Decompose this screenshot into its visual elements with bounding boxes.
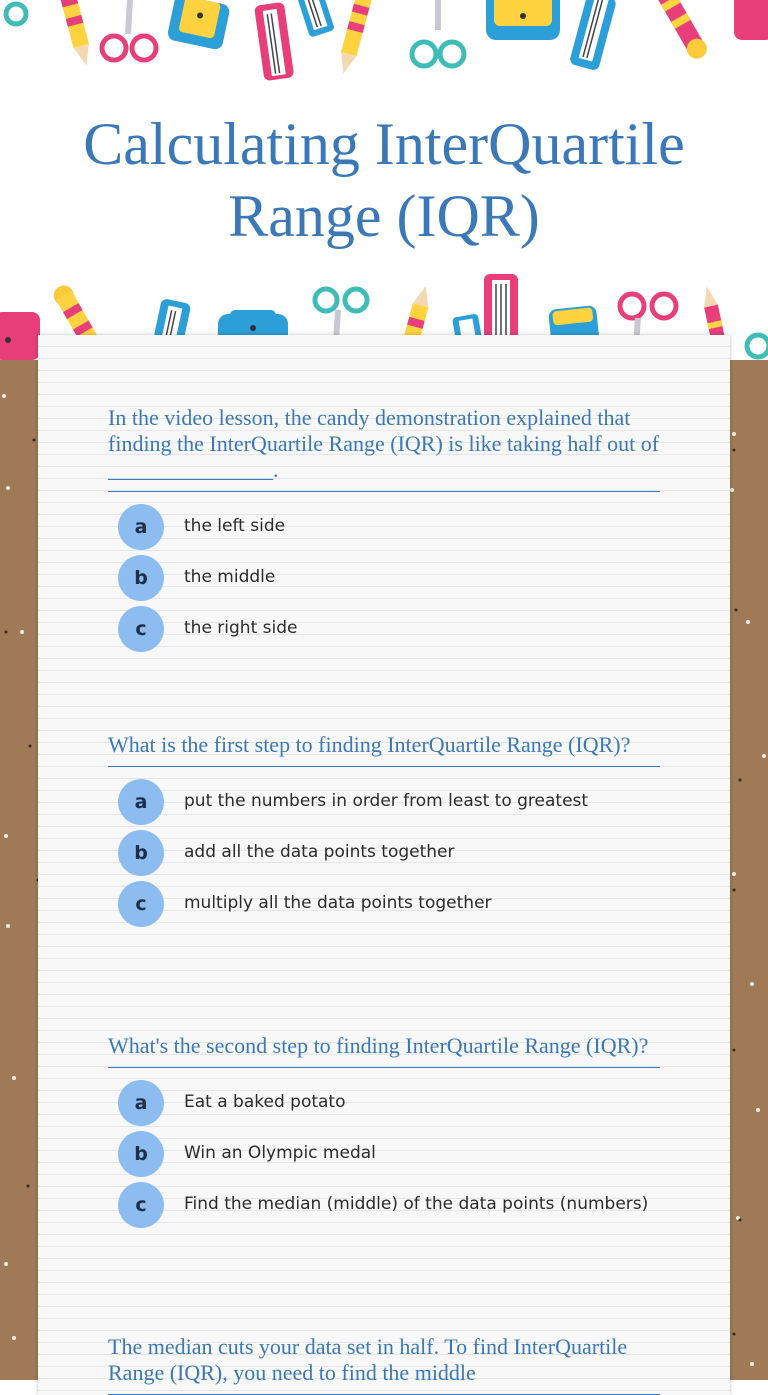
pencil-icon — [336, 0, 372, 75]
worksheet-paper — [38, 335, 730, 1395]
backpack-icon — [166, 0, 230, 51]
book-icon — [254, 2, 294, 81]
answer-options — [108, 779, 660, 932]
answer-option-c[interactable] — [108, 606, 660, 657]
option-letter-badge: a — [118, 779, 164, 825]
worksheet-header — [0, 0, 768, 360]
option-label: put the numbers in order from least to greatest — [184, 791, 589, 811]
option-label: the middle — [184, 567, 276, 587]
title-line-1: Calculating InterQuartile — [83, 111, 685, 177]
book-icon — [569, 0, 617, 71]
option-letter-badge: a — [118, 1080, 164, 1126]
question-3 — [108, 1033, 660, 1233]
option-label: Eat a baked potato — [184, 1092, 346, 1112]
answer-options — [108, 504, 660, 657]
option-label: the left side — [184, 516, 286, 536]
pencil-icon — [655, 0, 710, 62]
answer-option-a[interactable] — [108, 1080, 660, 1131]
question-text: What is the first step to finding InterQuartile Range (IQR)? — [108, 732, 660, 767]
backpack-icon — [486, 0, 560, 40]
answer-options — [108, 1080, 660, 1233]
answer-option-b[interactable] — [108, 555, 660, 606]
option-label: multiply all the data points together — [184, 893, 492, 913]
scissors-icon — [412, 0, 464, 66]
answer-option-a[interactable] — [108, 779, 660, 830]
answer-option-b[interactable] — [108, 830, 660, 881]
option-letter-badge: b — [118, 1131, 164, 1177]
scissors-icon — [747, 335, 768, 357]
option-letter-badge: c — [118, 606, 164, 652]
scissors-icon — [6, 4, 26, 24]
question-text: What's the second step to finding InterQuartile Range (IQR)? — [108, 1033, 660, 1068]
option-label: the right side — [184, 618, 298, 638]
title-line-2: Range (IQR) — [228, 183, 540, 249]
question-1 — [108, 405, 660, 657]
question-text: The median cuts your data set in half. To find InterQuartile Range (IQR), you need to find the middle — [108, 1334, 660, 1395]
option-label: add all the data points together — [184, 842, 455, 862]
option-letter-badge: c — [118, 881, 164, 927]
option-letter-badge: c — [118, 1182, 164, 1228]
scissors-icon — [102, 0, 156, 60]
page-title — [0, 108, 768, 252]
answer-option-c[interactable] — [108, 881, 660, 932]
book-icon — [296, 0, 335, 38]
question-text: In the video lesson, the candy demonstration explained that finding the InterQuartile Range (IQR) is like taking half out of _______________. — [108, 405, 660, 492]
option-label: Win an Olympic medal — [184, 1143, 376, 1163]
question-4 — [108, 1334, 660, 1395]
option-letter-badge: b — [118, 830, 164, 876]
answer-option-a[interactable] — [108, 504, 660, 555]
option-label: Find the median (middle) of the data points (numbers) — [184, 1194, 649, 1214]
school-supplies-decoration — [0, 0, 768, 90]
backpack-icon — [0, 312, 40, 360]
answer-option-c[interactable] — [108, 1182, 660, 1233]
backpack-icon — [734, 0, 768, 40]
option-letter-badge: a — [118, 504, 164, 550]
answer-option-b[interactable] — [108, 1131, 660, 1182]
pencil-icon — [58, 0, 94, 67]
option-letter-badge: b — [118, 555, 164, 601]
question-2 — [108, 732, 660, 932]
